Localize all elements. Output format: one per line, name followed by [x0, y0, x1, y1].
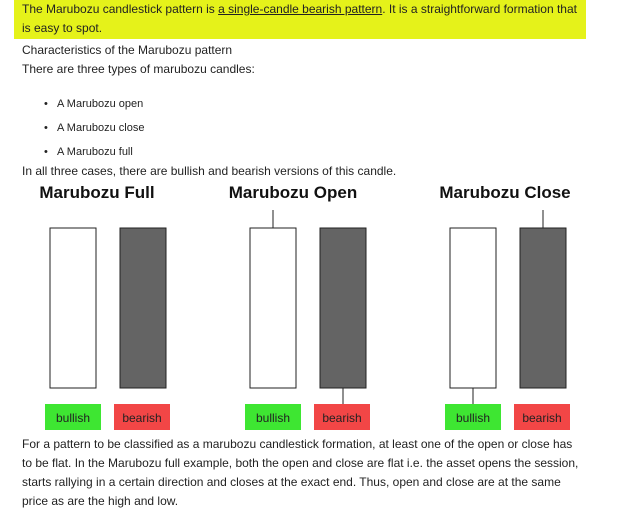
highlight-text-end: . It is a straightforward formation that is easy to spot. — [22, 2, 577, 35]
section-heading: Characteristics of the Marubozu pattern — [22, 43, 233, 57]
bearish-tag-label: bearish — [322, 411, 362, 425]
list-item — [44, 140, 144, 164]
intro-highlight-text — [22, 0, 582, 38]
bullish-tag-label: bullish — [55, 411, 91, 425]
highlight-text-start: The Marubozu candlestick pattern is — [22, 2, 219, 16]
marubozu-types-list — [22, 92, 144, 164]
bullish-tag-label: bullish — [455, 411, 491, 425]
body-paragraph: For a pattern to be classified as a marubozu candlestick formation, at least one of the open or close has to be flat. In the Marubozu full example, both the open and close are flat i.e. the asset opens the session, starts rallying in a certain direction and closes at the exact end. Thus, open and close are at the same price as are the high and low. — [22, 437, 579, 508]
list-item — [44, 92, 144, 116]
bullish-candle — [250, 228, 296, 388]
bearish-tag-label: bearish — [522, 411, 562, 425]
bearish-candle — [320, 228, 366, 388]
bullet-icon: • — [44, 122, 48, 134]
marubozu-diagram-svg — [22, 178, 595, 433]
panel-title: Marubozu Full — [39, 183, 155, 202]
list-item-text: A Marubozu close — [57, 122, 145, 134]
list-item — [44, 116, 145, 140]
versions-note: In all three cases, there are bullish and bearish versions of this candle. — [22, 164, 397, 178]
bullish-candle — [50, 228, 96, 388]
bullish-tag-label: bullish — [255, 411, 291, 425]
bearish-tag-label: bearish — [122, 411, 162, 425]
list-item-text: A Marubozu open — [57, 98, 144, 110]
bearish-candle — [520, 228, 566, 388]
bullish-candle — [450, 228, 496, 388]
marubozu-diagram — [22, 178, 595, 433]
bullet-icon: • — [44, 98, 48, 110]
bearish-candle — [120, 228, 166, 388]
types-intro: There are three types of marubozu candles: — [22, 62, 255, 76]
panel-title: Marubozu Close — [439, 183, 571, 202]
single-candle-link[interactable]: a single-candle bearish pattern — [218, 2, 383, 16]
bullet-icon: • — [44, 146, 48, 158]
panel-title: Marubozu Open — [228, 183, 358, 202]
list-item-text: A Marubozu full — [57, 146, 133, 158]
